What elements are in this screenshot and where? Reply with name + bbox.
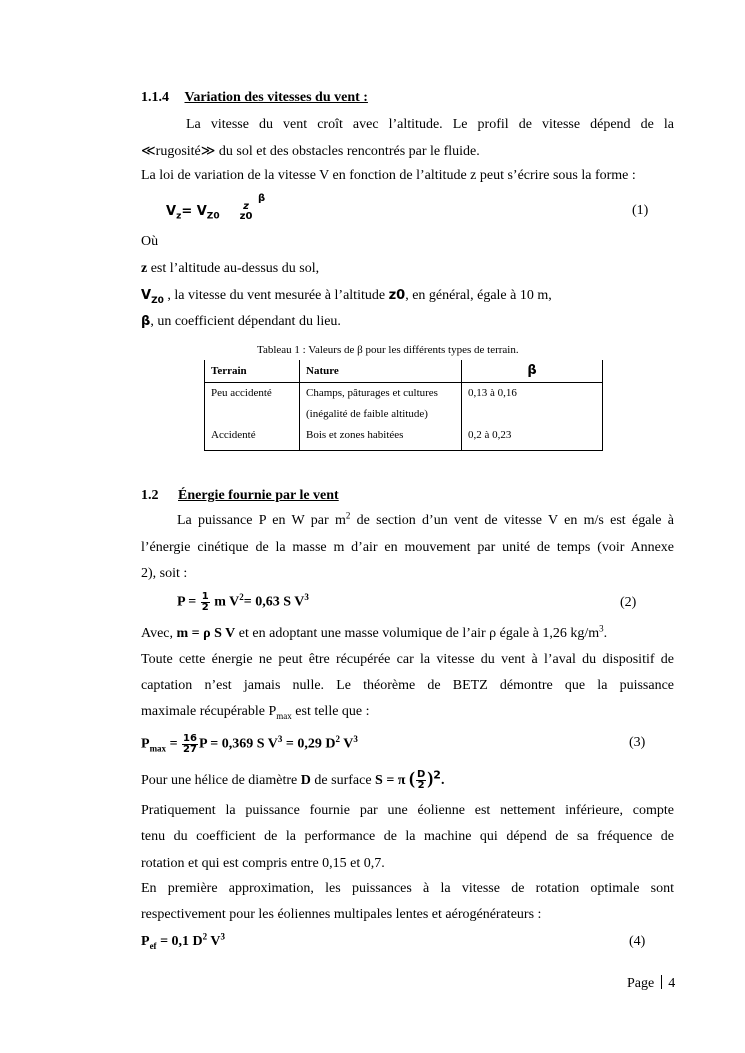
section-heading-1-1-4 <box>141 89 368 107</box>
section-title: Énergie fournie par le vent <box>178 488 339 503</box>
table-cell: 0,2 à 0,23 <box>462 425 603 451</box>
paragraph-line: La vitesse du vent croît avec l’altitude. Le profil de vitesse dépend de la <box>186 117 674 132</box>
table-row <box>205 383 603 426</box>
paragraph-line: Pour une hélice de diamètre D de surface S = π ( $\frac{D}{2}$ )$^2$. <box>141 768 445 792</box>
paragraph-line: Toute cette énergie ne peut être récupérée car la vitesse du vent à l’aval du dispositif de <box>141 652 674 667</box>
paragraph-line: l’énergie cinétique de la masse m d’air en mouvement par unité de temps (voir Annexe <box>141 540 674 555</box>
paragraph-line: Pratiquement la puissance fournie par une éolienne est nettement inférieure, compte <box>141 803 674 818</box>
paragraph-line: La puissance P en W par $m^2$ de section d’un vent de vitesse V en m/s est égale à <box>177 510 675 528</box>
definition-vz0: $V_{Z0}$ , la vitesse du vent mesurée à l’altitude z0, en général, égale à 10 m, <box>141 288 552 306</box>
table-cell: Champs, pâturages et cultures (inégalité de faible altitude) <box>300 383 462 426</box>
paragraph-line: Avec, m = ρ S V et en adoptant une masse volumique de l’air ρ égale à 1,26 $kg/m^3$. <box>141 623 608 641</box>
table-cell: Accidenté <box>205 425 300 451</box>
paragraph-line: captation n’est jamais nulle. Le théorème de BETZ démontre que la puissance <box>141 678 674 693</box>
equation-3: $P_{max}$ = $\frac{16}{27}$ P = 0,369 S $V^3 = 0,29$ $D^2$ $V^3$ <box>141 733 358 755</box>
section-heading-1-2 <box>141 487 339 505</box>
beta-table <box>204 360 603 451</box>
definition-beta: β, un coefficient dépendant du lieu. <box>141 314 341 329</box>
page-number: 4 <box>668 976 676 991</box>
paragraph-line: maximale récupérable $P_{max}$ est telle que : <box>141 704 370 721</box>
section-title: Variation des vitesses du vent : <box>184 90 368 105</box>
table-header-row <box>205 360 603 383</box>
table-cell: 0,13 à 0,16 <box>462 383 603 426</box>
paragraph-line: Où <box>141 234 159 249</box>
table-header-cell: Nature <box>300 360 462 383</box>
equation-1: $V_z= V_{Z0}$ z z0 $^\beta$ <box>166 193 266 222</box>
paragraph-line: respectivement pour les éoliennes multipales lentes et aérogénérateurs : <box>141 907 542 922</box>
page-label: Page <box>627 976 655 991</box>
equation-2: P = $\frac{1}{2}$ m $V^2= 0,63$ S $V^3$ <box>177 591 309 613</box>
table-header-cell: β <box>462 360 603 383</box>
paragraph-line: En première approximation, les puissances à la vitesse de rotation optimale sont <box>141 881 674 896</box>
equation-label: (3) <box>629 735 646 750</box>
paragraph-line: La loi de variation de la vitesse V en fonction de l’altitude z peut s’écrire sous la forme : <box>141 168 636 183</box>
paragraph-line: ≪rugosité≫ du sol et des obstacles rencontrés par le fluide. <box>141 144 480 159</box>
section-number: 1.2 <box>141 488 159 503</box>
equation-label: (1) <box>632 203 649 218</box>
definition-z: z est l’altitude au-dessus du sol, <box>141 261 320 276</box>
table-cell: Bois et zones habitées <box>300 425 462 451</box>
paragraph-line: tenu du coefficient de la performance de la machine qui dépend de sa fréquence de <box>141 829 674 844</box>
page-footer <box>627 975 675 993</box>
section-number: 1.1.4 <box>141 90 169 105</box>
table-header-cell: Terrain <box>205 360 300 383</box>
paragraph-line: rotation et qui est compris entre 0,15 et 0,7. <box>141 856 385 871</box>
table-caption: Tableau 1 : Valeurs de β pour les différents types de terrain. <box>257 344 519 356</box>
table-row <box>205 425 603 451</box>
equation-label: (2) <box>620 595 637 610</box>
table-cell: Peu accidenté <box>205 383 300 426</box>
paragraph-line: 2), soit : <box>141 566 188 581</box>
equation-4: $P_{ef} = 0,1$ $D^2$ $V^3$ <box>141 931 226 951</box>
equation-label: (4) <box>629 934 646 949</box>
